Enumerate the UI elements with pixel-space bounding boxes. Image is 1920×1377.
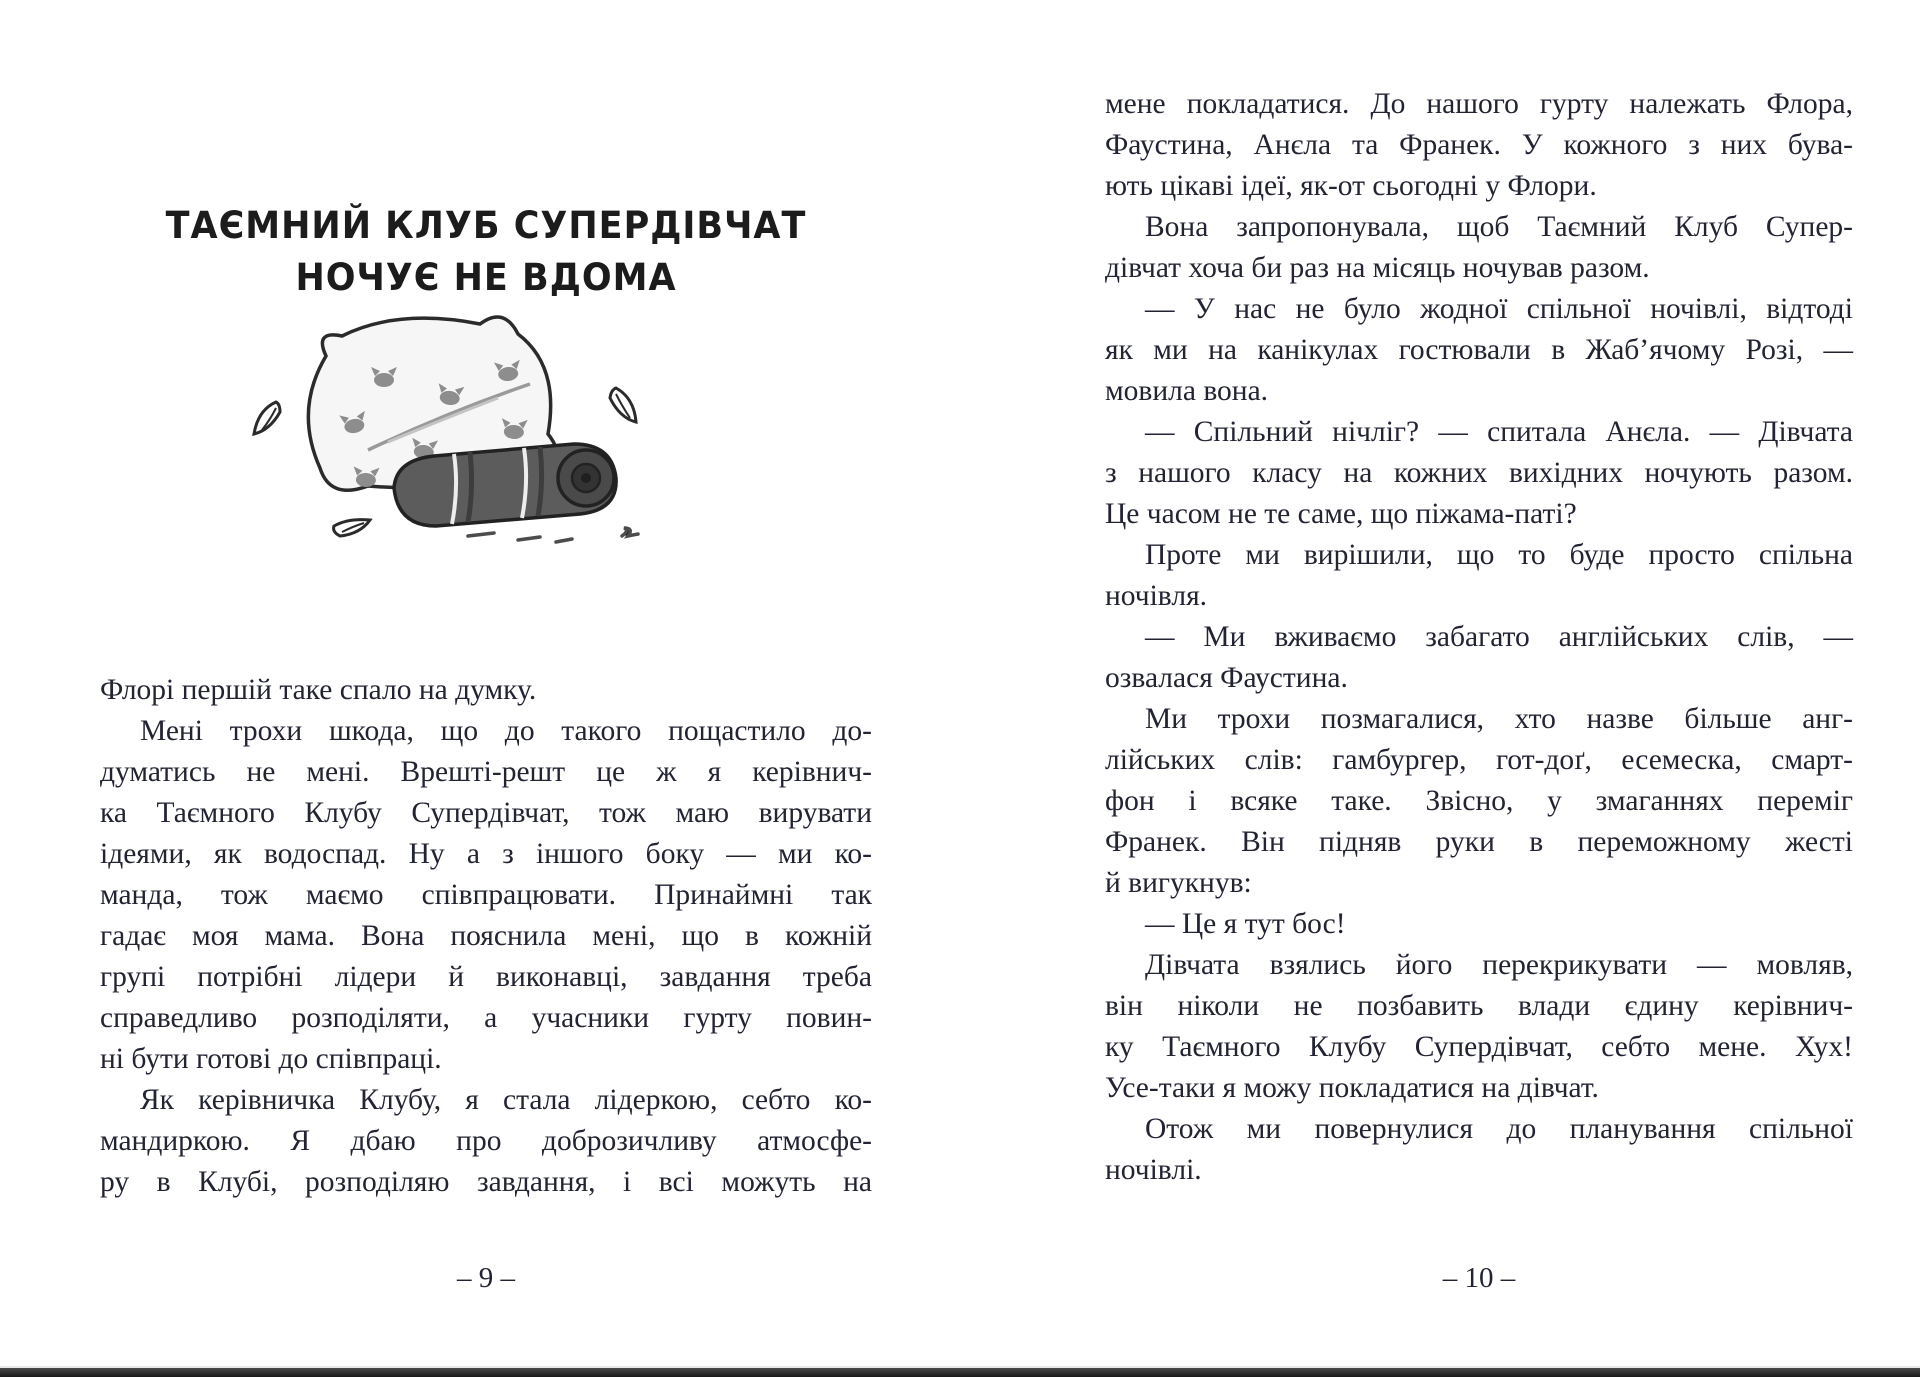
text-line: ку Таємного Клубу Супердівчат, себто мене. Хух! [1105,1031,1853,1063]
feather-right-icon [610,388,636,422]
text-line: Як керівничка Клубу, я стала лідеркою, себто ко- [140,1084,872,1116]
blanket-roll-icon [394,444,616,526]
text-line: мандиркою. Я дбаю про доброзичливу атмосфе- [100,1125,872,1157]
page-9-number: – 9 – [457,1262,515,1294]
text-line: він ніколи не позбавить влади єдину керівнич- [1105,990,1853,1022]
text-line: мовила вона. [1105,375,1269,407]
text-line: Це часом не те саме, що піжама-паті? [1105,498,1577,530]
text-line: ночівлі. [1105,1154,1202,1186]
text-line: Франек. Він підняв руки в переможному жесті [1105,826,1853,858]
text-line: з нашого класу на кожних вихідних ночують разом. [1105,457,1853,489]
text-line: Мені трохи шкода, що до такого пощастило до- [140,715,872,747]
text-line: ідеями, як водоспад. Ну а з іншого боку — ми ко- [100,838,872,870]
text-line: мене покладатися. До нашого гурту належать Флора, [1105,88,1853,120]
text-line: — Спільний нічліг? — спитала Анєла. — Дівчата [1145,416,1853,448]
text-line: — Це я тут бос! [1145,908,1346,940]
text-line: лійських слів: гамбургер, гот-доґ, есемеска, смарт- [1105,744,1853,776]
text-line: Фаустина, Анєла та Франек. У кожного з них бува- [1105,129,1853,161]
chapter-title-line-1: ТАЄМНИЙ КЛУБ СУПЕРДІВЧАТ [165,205,807,248]
text-line: Отож ми повернулися до планування спільної [1145,1113,1853,1145]
text-line: й вигукнув: [1105,867,1252,899]
feather-bottom-icon [334,520,370,536]
text-line: групі потрібні лідери й виконавці, завдання треба [100,961,872,993]
motion-dashes [468,528,638,542]
text-line: ють цікаві ідеї, як-от сьогодні у Флори. [1105,170,1597,202]
chapter-title-line-2: НОЧУЄ НЕ ВДОМА [295,257,677,300]
text-line: гадає моя мама. Вона пояснила мені, що в кожній [100,920,872,952]
text-line: Ми трохи позмагалися, хто назве більше анг- [1145,703,1853,735]
pillow-illustration-svg [218,292,658,562]
page-10-text [1105,84,1853,1191]
text-line: ру в Клубі, розподіляю завдання, і всі можуть на [100,1166,872,1198]
feather-left-icon [254,402,280,434]
text-line: — Ми вживаємо забагато англійських слів, — [1145,621,1853,653]
text-line: ка Таємного Клубу Супердівчат, тож маю вирувати [100,797,872,829]
text-line: ночівля. [1105,580,1208,612]
text-line: манда, тож маємо співпрацювати. Принаймні так [100,879,872,911]
text-line: озвалася Фаустина. [1105,662,1348,694]
text-line: Усе-таки я можу покладатися на дівчат. [1105,1072,1599,1104]
text-line: ні бути готові до співпраці. [100,1043,442,1075]
pillow-blanket-illustration [218,292,658,562]
text-line: Вона запропонувала, щоб Таємний Клуб Супер- [1145,211,1853,243]
text-line: фон і всяке таке. Звісно, у змаганнях переміг [1105,785,1853,817]
text-line: дівчат хоча би раз на місяць ночував разом. [1105,252,1650,284]
text-line: — У нас не було жодної спільної ночівлі, відтоді [1145,293,1853,325]
page-10-number: – 10 – [1442,1262,1516,1294]
page-9-text [100,670,872,1203]
text-line: справедливо розподіляти, а учасники гурту повин- [100,1002,872,1034]
chapter-title [100,201,872,305]
text-line: Дівчата взялись його перекрикувати — мовляв, [1145,949,1853,981]
text-line: Флорі першій таке спало на думку. [100,674,537,706]
text-line: як ми на канікулах гостювали в Жаб’ячому Розі, — [1105,334,1853,366]
text-line: думатись не мені. Врешті-решт це ж я керівнич- [100,756,872,788]
scan-edge-bar [0,1368,1920,1377]
text-line: Проте ми вирішили, що то буде просто спільна [1145,539,1853,571]
